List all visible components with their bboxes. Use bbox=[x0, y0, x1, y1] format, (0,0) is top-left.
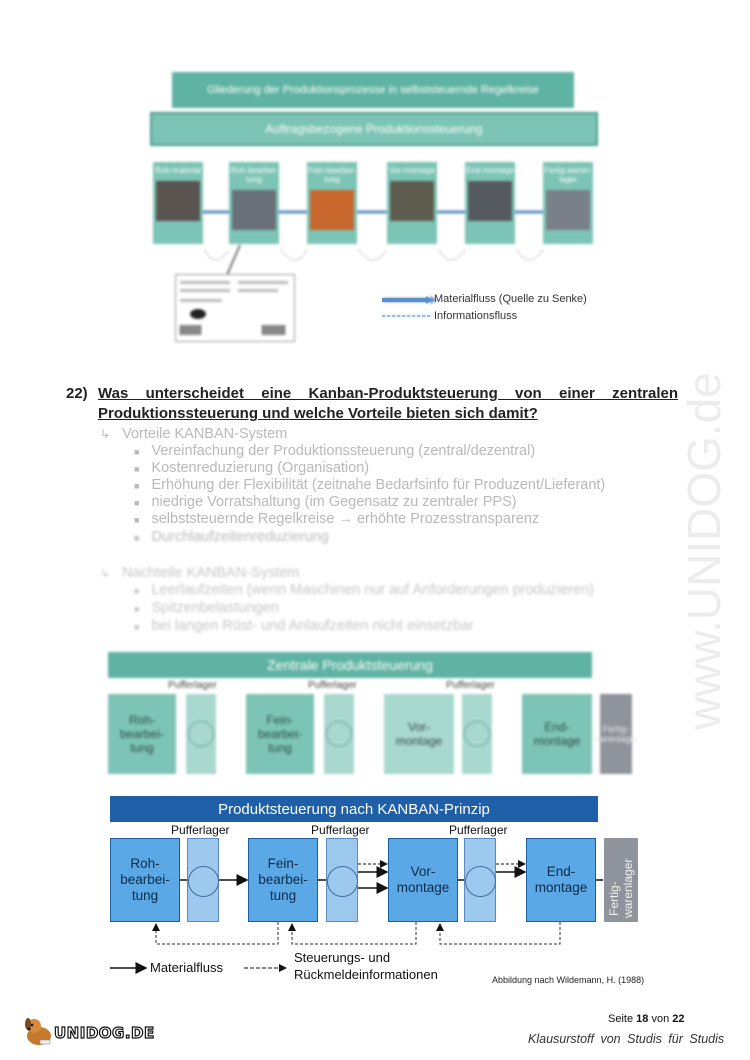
kanban-stage-fein: Fein- bearbei- tung bbox=[248, 838, 318, 922]
central-diagram bbox=[100, 648, 640, 778]
central-buffer bbox=[324, 694, 354, 774]
unidog-logo bbox=[22, 1014, 155, 1048]
advantage-item: ■ Kostenreduzierung (Organisation) bbox=[134, 460, 370, 476]
logo-text: UNIDOG.DE bbox=[54, 1024, 155, 1042]
stage-1: Roh-material bbox=[153, 162, 203, 244]
stage-6: Fertig-waren-lager bbox=[543, 162, 593, 244]
dog-icon bbox=[22, 1014, 56, 1048]
central-title: Zentrale Produktsteuerung bbox=[108, 652, 592, 678]
legend-material-arrow bbox=[382, 294, 434, 324]
stage-4: Vor-montage bbox=[387, 162, 437, 244]
square-bullet-icon: ■ bbox=[134, 447, 140, 457]
disadvantage-item: ■ bei langen Rüst- und Anlaufzeiten nicht einsetzbar bbox=[134, 618, 474, 634]
central-stage: Fein-bearbei-tung bbox=[246, 694, 314, 774]
advantage-item: ■ Vereinfachung der Produktionssteuerung (zentral/dezentral) bbox=[134, 443, 536, 459]
svg-text:warenlager: warenlager bbox=[621, 858, 635, 918]
kanban-buffer-label: Pufferlager bbox=[171, 823, 230, 837]
disadvantages-heading: ↳ Nachteile KANBAN-System bbox=[100, 565, 300, 581]
central-stage: Roh-bearbei-tung bbox=[108, 694, 176, 774]
stage-2: Roh-bearbei-tung bbox=[229, 162, 279, 244]
central-buffer-label: Pufferlager bbox=[168, 680, 217, 691]
advantage-item: ■ Erhöhung der Flexibilität (zeitnahe Bedarfsinfo für Produzent/Lieferant) bbox=[134, 477, 606, 493]
square-bullet-icon: ■ bbox=[134, 498, 140, 508]
kanban-source: Abbildung nach Wildemann, H. (1988) bbox=[492, 975, 645, 985]
central-buffer-label: Pufferlager bbox=[446, 680, 495, 691]
square-bullet-icon: ■ bbox=[134, 586, 140, 596]
central-buffer-label: Pufferlager bbox=[308, 680, 357, 691]
kanban-legend-material: Materialfluss bbox=[150, 960, 223, 975]
kanban-stage-end: End- montage bbox=[526, 838, 596, 922]
central-buffer bbox=[186, 694, 216, 774]
kanban-stage-roh: Roh- bearbei- tung bbox=[110, 838, 180, 922]
kanban-legend-control-2: Rückmeldeinformationen bbox=[294, 967, 438, 982]
central-buffer bbox=[462, 694, 492, 774]
square-bullet-icon: ■ bbox=[134, 481, 140, 491]
square-bullet-icon: ■ bbox=[134, 622, 140, 632]
footer-tagline: Klausurstoff von Studis für Studis bbox=[528, 1032, 725, 1046]
square-bullet-icon: ■ bbox=[134, 464, 140, 474]
kanban-buffer-label: Pufferlager bbox=[311, 823, 370, 837]
arrow-icon: ↳ bbox=[100, 566, 111, 580]
top-figure-header: Gliederung der Produktionsprozesse in selbststeuernde Regelkreise bbox=[172, 72, 574, 108]
advantage-item: ■ Durchlaufzeitenreduzierung bbox=[134, 529, 329, 545]
page-number: Seite 18 von 22 bbox=[608, 1013, 685, 1025]
top-figure bbox=[145, 70, 605, 350]
kanban-title: Produktsteuerung nach KANBAN-Prinzip bbox=[110, 796, 598, 822]
kanban-diagram bbox=[100, 794, 650, 994]
central-stage: End-montage bbox=[522, 694, 592, 774]
watermark-text: www.UNIDOG.de bbox=[678, 372, 730, 730]
central-stage: Vor-montage bbox=[384, 694, 454, 774]
square-bullet-icon: ■ bbox=[134, 533, 140, 543]
arrow-icon: ↳ bbox=[100, 427, 111, 441]
disadvantage-item: ■ Leerlaufzeiten (wenn Maschinen nur auf Anforderungen produzieren) bbox=[134, 582, 595, 598]
question-number: 22) bbox=[66, 385, 88, 402]
advantage-item: ■ selbststeuernde Regelkreise → erhöhte Prozesstransparenz bbox=[134, 511, 540, 527]
stage-3: Fein-bearbei-tung bbox=[307, 162, 357, 244]
kanban-card bbox=[175, 274, 295, 342]
central-final: Fertig-warenlager bbox=[600, 694, 632, 774]
square-bullet-icon: ■ bbox=[134, 604, 140, 614]
question-line-2: Produktionssteuerung und welche Vorteile bieten sich damit? bbox=[98, 405, 538, 422]
legend-info-label: Informationsfluss bbox=[434, 310, 518, 322]
svg-text:Fertig-: Fertig- bbox=[607, 881, 621, 916]
square-bullet-icon: ■ bbox=[134, 515, 140, 525]
stage-5: End-montage bbox=[465, 162, 515, 244]
advantage-item: ■ niedrige Vorratshaltung (im Gegensatz zu zentraler PPS) bbox=[134, 494, 517, 510]
disadvantage-item: ■ Spitzenbelastungen bbox=[134, 600, 279, 616]
kanban-stage-vor: Vor- montage bbox=[388, 838, 458, 922]
advantages-heading: ↳ Vorteile KANBAN-System bbox=[100, 426, 288, 442]
watermark bbox=[678, 270, 750, 740]
question-line-1: Was unterscheidet eine Kanban-Produktsteuerung von einer zentralen bbox=[98, 385, 678, 402]
kanban-legend-control-1: Steuerungs- und bbox=[294, 950, 391, 965]
top-figure-subheader: Auftragsbezogene Produktionssteuerung bbox=[150, 112, 598, 146]
kanban-buffer-label: Pufferlager bbox=[449, 823, 508, 837]
legend-material-label: Materialfluss (Quelle zu Senke) bbox=[434, 293, 587, 305]
